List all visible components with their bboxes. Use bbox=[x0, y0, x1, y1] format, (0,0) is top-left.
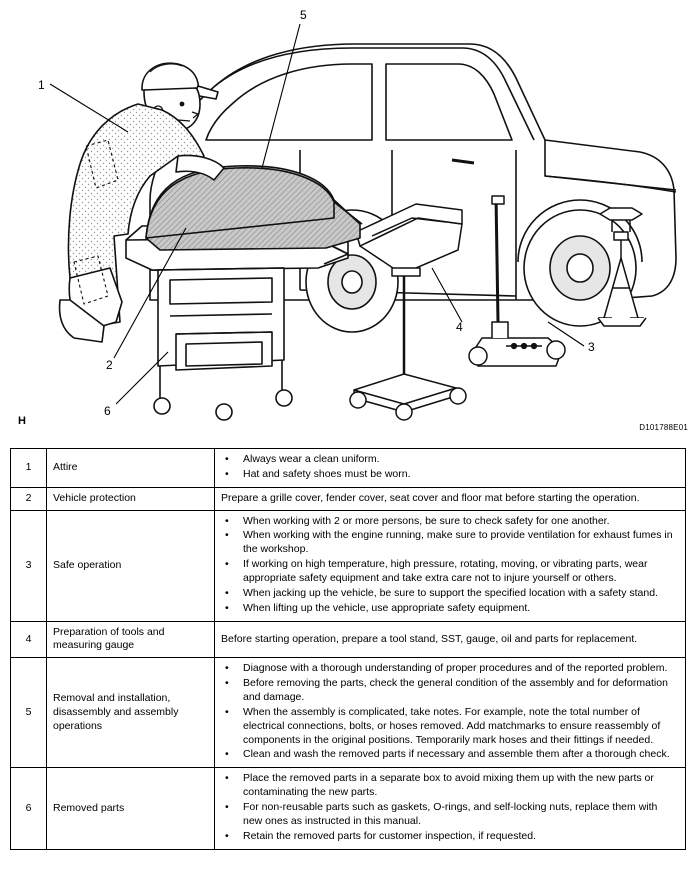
row-number: 5 bbox=[11, 658, 47, 768]
table-row bbox=[11, 621, 686, 658]
description-paragraph: Before starting operation, prepare a tool stand, SST, gauge, oil and parts for replacement. bbox=[221, 632, 638, 645]
description-bullet: • Hat and safety shoes must be worn. bbox=[221, 468, 679, 482]
description-bullet-list bbox=[221, 772, 679, 843]
row-description bbox=[215, 621, 686, 658]
callout-1: 1 bbox=[38, 78, 45, 92]
table-row bbox=[11, 658, 686, 768]
description-bullet: • Always wear a clean uniform. bbox=[221, 453, 679, 467]
row-number: 2 bbox=[11, 487, 47, 510]
workshop-safety-illustration bbox=[0, 0, 696, 440]
table-row bbox=[11, 510, 686, 621]
table-body bbox=[11, 449, 686, 850]
work-cart bbox=[126, 224, 348, 420]
description-bullet: • When the assembly is complicated, take notes. For example, note the total number of electrical connections, bolts, or hoses removed. Add matchmarks to ensure reassembly of components in the original positions. Temporarily mark hoses and their fittings if needed. bbox=[221, 706, 679, 748]
description-bullet-list bbox=[221, 515, 679, 616]
row-description bbox=[215, 510, 686, 621]
table-row bbox=[11, 768, 686, 849]
description-bullet: • Before removing the parts, check the general condition of the assembly and for deformation and damage. bbox=[221, 677, 679, 705]
row-item-label: Removed parts bbox=[47, 768, 215, 849]
row-description bbox=[215, 487, 686, 510]
row-item-label: Removal and installation, disassembly and assembly operations bbox=[47, 658, 215, 768]
description-bullet: • Diagnose with a thorough understanding of proper procedures and of the reported problem. bbox=[221, 662, 679, 676]
row-item-label: Safe operation bbox=[47, 510, 215, 621]
description-bullet: • Retain the removed parts for customer inspection, if requested. bbox=[221, 830, 679, 844]
description-paragraph: Prepare a grille cover, fender cover, seat cover and floor mat before starting the operation. bbox=[221, 491, 640, 504]
table-row bbox=[11, 449, 686, 488]
description-bullet: • When lifting up the vehicle, use appropriate safety equipment. bbox=[221, 602, 679, 616]
row-number: 6 bbox=[11, 768, 47, 849]
row-number: 3 bbox=[11, 510, 47, 621]
general-repair-table bbox=[10, 448, 686, 850]
illustration-panel bbox=[0, 0, 696, 440]
table-row bbox=[11, 487, 686, 510]
description-bullet: • When working with 2 or more persons, be sure to check safety for one another. bbox=[221, 515, 679, 529]
callout-4: 4 bbox=[456, 320, 463, 334]
page-corner-letter: H bbox=[18, 415, 26, 427]
figure-id-label: D101788E01 bbox=[639, 423, 688, 432]
row-description bbox=[215, 768, 686, 849]
row-item-label: Attire bbox=[47, 449, 215, 488]
row-item-label: Vehicle protection bbox=[47, 487, 215, 510]
row-number: 4 bbox=[11, 621, 47, 658]
description-bullet: • Clean and wash the removed parts if necessary and assemble them after a thorough check. bbox=[221, 748, 679, 762]
callout-5: 5 bbox=[300, 8, 307, 22]
spec-table bbox=[10, 448, 686, 850]
description-bullet: • When jacking up the vehicle, be sure to support the specified location with a safety stand. bbox=[221, 587, 679, 601]
description-bullet: • When working with the engine running, make sure to provide ventilation for exhaust fumes in the workshop. bbox=[221, 529, 679, 557]
description-bullet: • If working on high temperature, high pressure, rotating, moving, or vibrating parts, wear appropriate safety equipment and take extra care not to injure yourself or others. bbox=[221, 558, 679, 586]
description-bullet: • Place the removed parts in a separate box to avoid mixing them up with the new parts or contaminating the new parts. bbox=[221, 772, 679, 800]
row-number: 1 bbox=[11, 449, 47, 488]
description-bullet-list bbox=[221, 662, 679, 762]
description-bullet-list bbox=[221, 453, 679, 482]
row-description bbox=[215, 449, 686, 488]
callout-6: 6 bbox=[104, 404, 111, 418]
row-item-label: Preparation of tools and measuring gauge bbox=[47, 621, 215, 658]
callout-2: 2 bbox=[106, 358, 113, 372]
row-description bbox=[215, 658, 686, 768]
callout-3: 3 bbox=[588, 340, 595, 354]
description-bullet: • For non-reusable parts such as gaskets, O-rings, and self-locking nuts, replace them with new ones as instructed in this manual. bbox=[221, 801, 679, 829]
